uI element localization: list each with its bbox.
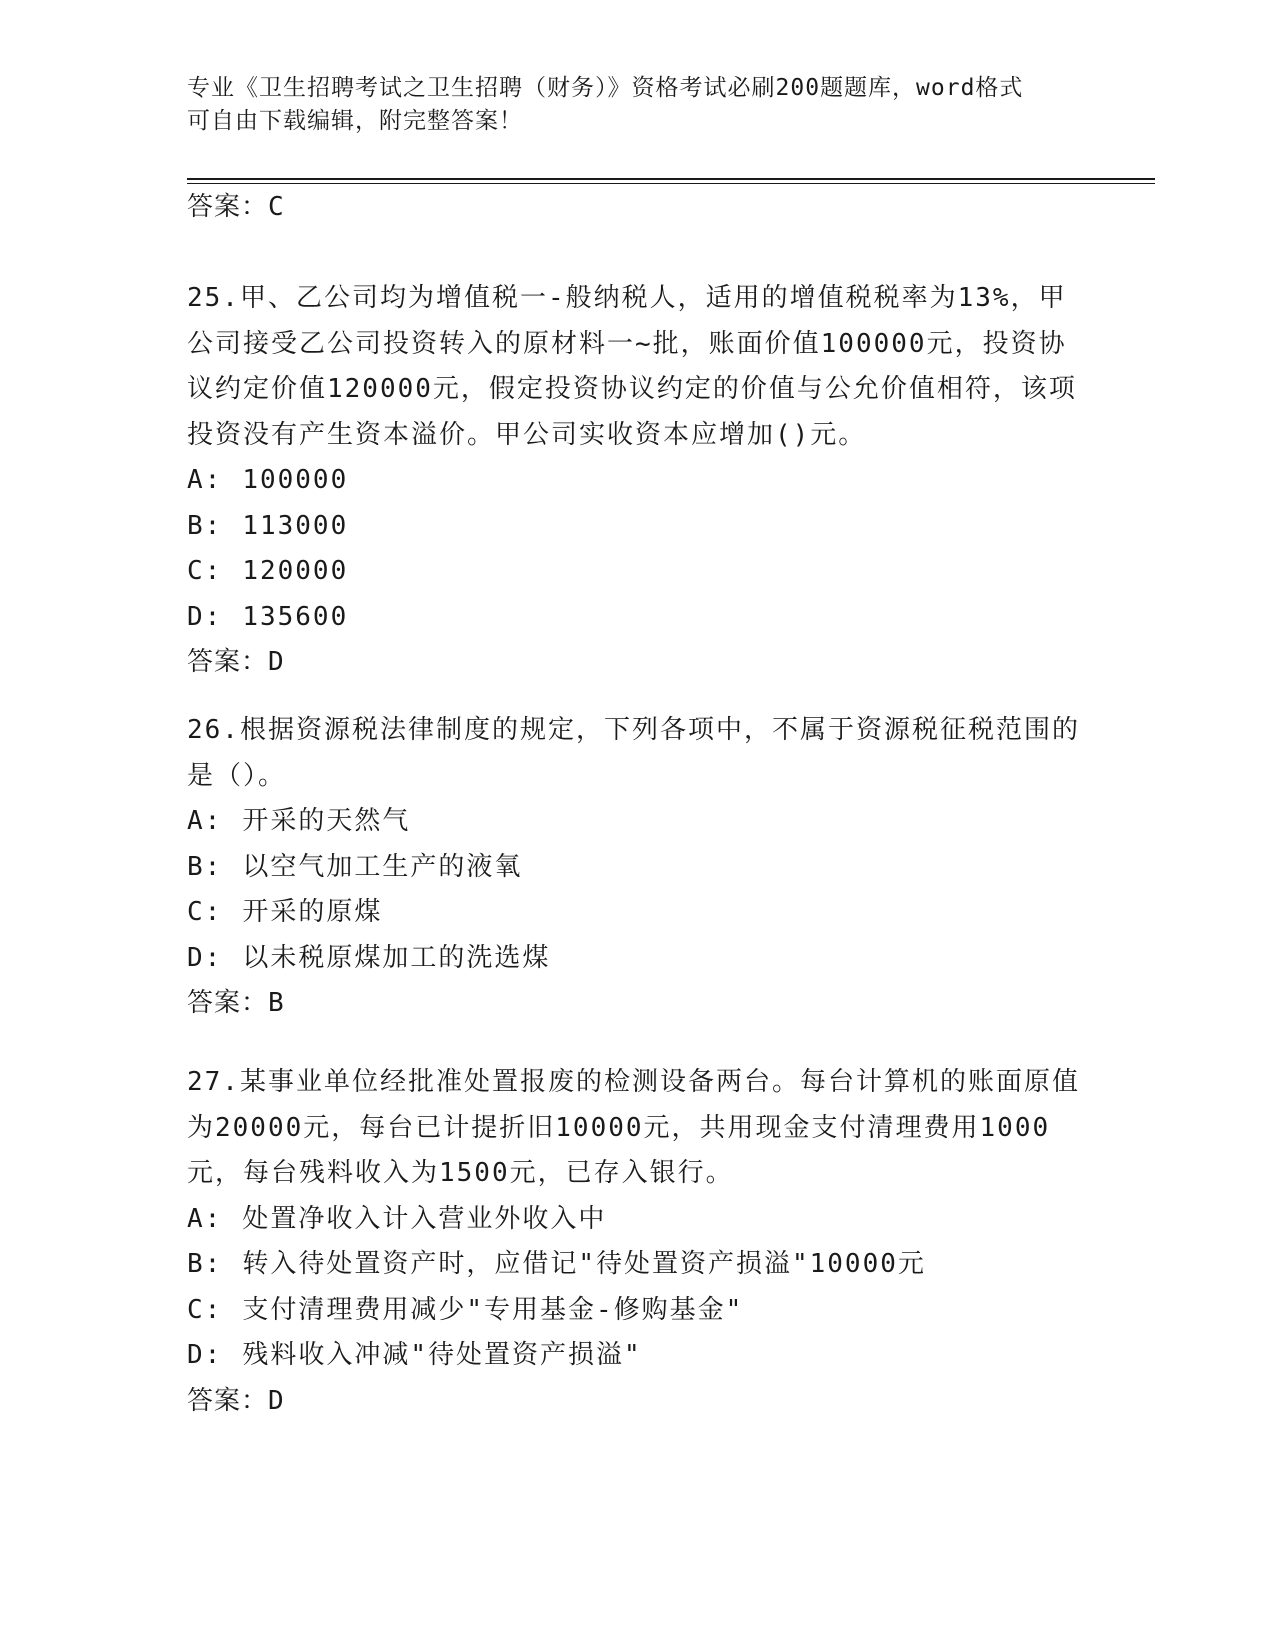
option-letter: D: [187, 942, 223, 973]
option-b [187, 504, 1087, 550]
option-text: 残料收入冲减"待处置资产损溢" [242, 1340, 642, 1370]
option-c [187, 1288, 1087, 1334]
document-header [187, 72, 1087, 138]
option-text: 135600 [242, 601, 349, 632]
option-text: 113000 [242, 510, 349, 541]
option-text: 支付清理费用减少"专用基金-修购基金" [242, 1294, 744, 1325]
option-text: 120000 [242, 556, 349, 586]
option-letter: B: [187, 851, 223, 882]
option-b [187, 845, 1087, 891]
question-27 [187, 1060, 1087, 1424]
option-b [187, 1242, 1087, 1288]
option-d [187, 1333, 1087, 1379]
option-d [187, 595, 1087, 641]
option-text: 开采的天然气 [242, 806, 411, 836]
option-letter: A: [187, 465, 223, 495]
option-c [187, 890, 1087, 936]
option-letter: B: [187, 510, 223, 541]
previous-answer: 答案：C [187, 192, 285, 222]
option-a [187, 799, 1087, 845]
option-c [187, 549, 1087, 595]
option-letter: B: [187, 1249, 223, 1279]
header-divider-thin [187, 183, 1155, 184]
option-letter: C: [187, 556, 223, 586]
option-text: 转入待处置资产时，应借记"待处置资产损溢"10000元 [242, 1249, 926, 1279]
option-text: 处置净收入计入营业外收入中 [242, 1203, 607, 1234]
question-26 [187, 708, 1087, 1027]
question-25 [187, 276, 1087, 686]
option-letter: D: [187, 1340, 223, 1370]
option-text: 开采的原煤 [242, 897, 383, 927]
option-a [187, 458, 1087, 504]
option-text: 100000 [242, 465, 349, 495]
question-stem: 27.某事业单位经批准处置报废的检测设备两台。每台计算机的账面原值为20000元，每台已计提折旧10000元，共用现金支付清理费用1000元，每台残料收入为1500元，已存入银行。 [187, 1067, 1080, 1188]
option-text: 以未税原煤加工的洗选煤 [242, 942, 551, 973]
question-stem: 25.甲、乙公司均为增值税一-般纳税人，适用的增值税税率为13%，甲公司接受乙公司投资转入的原材料一~批，账面价值100000元，投资协议约定价值120000元，假定投资协议约定的价值与公允价值相符，该项投资没有产生资本溢价。甲公司实收资本应增加()元。 [187, 283, 1077, 450]
option-letter: A: [187, 1203, 223, 1234]
header-line-2: 可自由下载编辑，附完整答案！ [187, 108, 523, 134]
option-letter: C: [187, 1294, 223, 1325]
answer: 答案：D [187, 647, 285, 677]
option-letter: D: [187, 601, 223, 632]
option-text: 以空气加工生产的液氧 [242, 851, 523, 882]
answer: 答案：B [187, 988, 285, 1018]
option-letter: C: [187, 897, 223, 927]
header-divider [187, 178, 1155, 180]
question-stem: 26.根据资源税法律制度的规定，下列各项中，不属于资源税征税范围的是（）。 [187, 715, 1080, 791]
answer: 答案：D [187, 1385, 285, 1416]
option-a [187, 1197, 1087, 1243]
header-line-1: 专业《卫生招聘考试之卫生招聘（财务）》资格考试必刷200题题库，word格式 [187, 75, 1024, 101]
option-letter: A: [187, 806, 223, 836]
option-d [187, 936, 1087, 982]
